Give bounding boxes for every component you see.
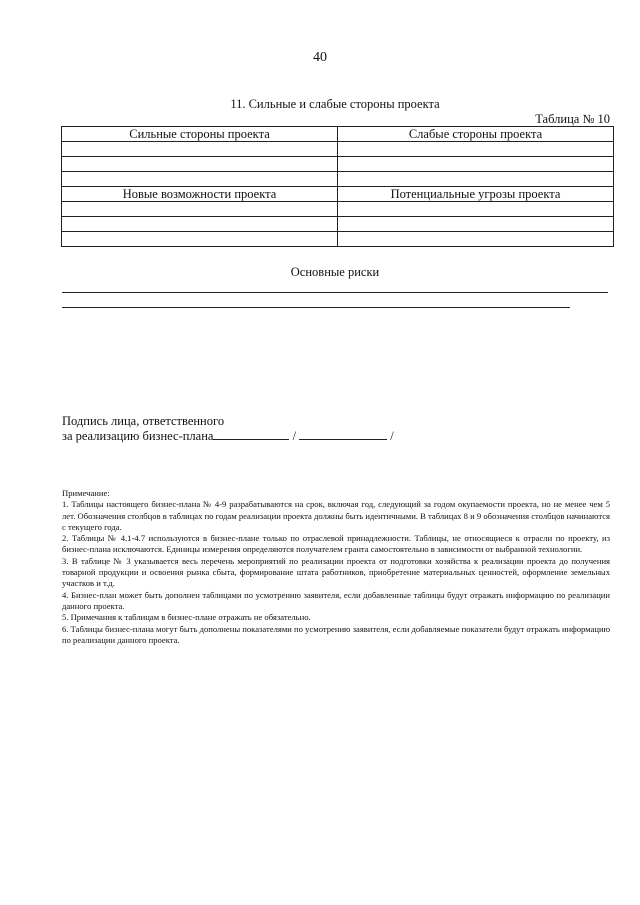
strengths-header: Сильные стороны проекта xyxy=(62,127,338,142)
table-row xyxy=(62,157,614,172)
note-item: 6. Таблицы бизнес-плана могут быть дополнены показателями по усмотрению заявителя, если добавляемые показатели будут отражать информацию по реализации данного проекта. xyxy=(62,623,610,645)
signature-line-2 xyxy=(62,429,394,444)
page-number: 40 xyxy=(313,50,327,65)
note-item: 1. Таблицы настоящего бизнес-плана № 4-9 разрабатываются на срок, включая год, следующий за годом окупаемости проекта, но не менее чем 5 лет. Обозначения столбцов в таблицах по годам реализации проекта должны быть идентичными. В таблицах 8 и 9 обозначения столбцов начинаются с текущего года. xyxy=(62,499,610,532)
table-row xyxy=(62,142,614,157)
threats-header: Потенциальные угрозы проекта xyxy=(338,187,614,202)
note-item: 3. В таблице № 3 указывается весь перечень мероприятий по реализации проекта от подготовки хозяйства к реализации проекта до получения товарной продукции и освоения рынка сбыта, формирование штата работников, приобретение материальных ценностей, оформление земельных участков и т.д. xyxy=(62,555,610,589)
risks-title: Основные риски xyxy=(290,265,380,279)
table-row xyxy=(62,232,614,247)
risk-fill-line xyxy=(62,307,570,308)
note-item: 2. Таблицы № 4.1-4.7 используются в бизнес-плане только по отраслевой принадлежности. Таблицы, не относящиеся к отрасли по проекту, из бизнес-плана исключаются. Единицы измерения определяются получателем гранта самостоятельно в зависимости от выбранной технологии. xyxy=(62,533,610,555)
table-cell xyxy=(338,202,614,217)
table-cell xyxy=(62,217,338,232)
table-row xyxy=(62,202,614,217)
signature-separator: / xyxy=(289,429,300,443)
table-row xyxy=(62,172,614,187)
table-row xyxy=(62,217,614,232)
weaknesses-header: Слабые стороны проекта xyxy=(338,127,614,142)
notes-heading: Примечание: xyxy=(62,488,110,498)
signature-label: за реализацию бизнес-плана xyxy=(62,429,214,443)
table-cell xyxy=(338,172,614,187)
opportunities-header: Новые возможности проекта xyxy=(62,187,338,202)
table-cell xyxy=(338,157,614,172)
signature-block xyxy=(62,414,394,444)
table-cell xyxy=(62,172,338,187)
table-cell xyxy=(62,202,338,217)
table-label: Таблица № 10 xyxy=(535,112,610,126)
signature-line-1: Подпись лица, ответственного xyxy=(62,414,225,428)
table-cell xyxy=(62,157,338,172)
table-cell xyxy=(338,232,614,247)
risk-fill-line xyxy=(62,292,608,293)
table-cell xyxy=(62,232,338,247)
table-cell xyxy=(338,217,614,232)
signature-blank xyxy=(213,429,289,440)
note-item: 4. Бизнес-план может быть дополнен таблицами по усмотрению заявителя, если добавленные таблицы будут отражать информацию по реализации данного проекта. xyxy=(62,589,610,611)
table-cell xyxy=(338,142,614,157)
notes-block xyxy=(62,488,610,646)
section-title: 11. Сильные и слабые стороны проекта xyxy=(230,97,440,111)
table-cell xyxy=(62,142,338,157)
swot-table xyxy=(61,126,614,247)
name-blank xyxy=(299,429,387,440)
signature-separator-end: / xyxy=(387,429,394,443)
note-item: 5. Примечания к таблицам в бизнес-плане отражать не обязательно. xyxy=(62,612,311,623)
